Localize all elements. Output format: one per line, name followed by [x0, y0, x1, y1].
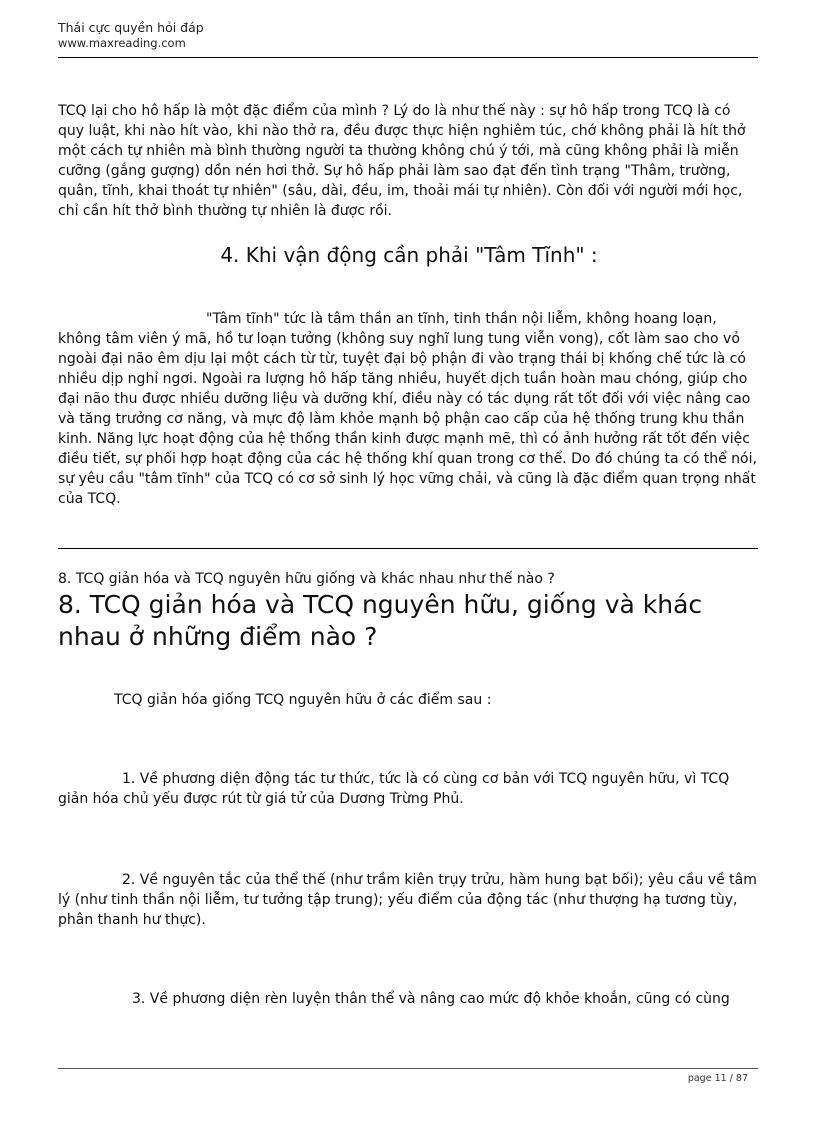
intro-paragraph: TCQ giản hóa giống TCQ nguyên hữu ở các điểm sau : — [114, 692, 492, 708]
header-divider — [58, 57, 758, 58]
tam-tinh-paragraph: "Tâm tĩnh" tức là tâm thần an tĩnh, tinh thần nội liễm, không hoang loạn, không tâm viên ý mã, hồ tư loạn tưởng (không suy nghĩ lung tung viễn vong), cốt làm sao cho vỏ ngoài đại não êm dịu lại một cách từ từ, tuyệt đại bộ phận đi vào trạng thái bị khống chế tức là có nhiều dịp nghỉ ngơi. Ngoài ra lượng hô hấp tăng nhiều, huyết dịch tuần hoàn mau chóng, giúp cho đại não thu được nhiều dưỡng liệu và dưỡng khí, điều này có tác dụng rất tốt đối với việc nâng cao và tăng trưởng cơ năng, và mực độ làm khỏe mạnh bộ phận cao cấp của hệ thống trung khu thần kinh. Năng lực hoạt động của hệ thống thần kinh được mạnh mẽ, thì có ảnh hưởng rất tốt đến việc điều tiết, sự phối hợp hoạt động của các hệ thống khí quan trong cơ thể. Do đó chúng ta có thể nói, sự yêu cầu "tâm tĩnh" của TCQ có cơ sở sinh lý học vững chải, và cũng là đặc điểm quan trọng nhất của TCQ. — [58, 311, 757, 507]
page-number: page 11 / 87 — [687, 1073, 748, 1084]
section-8-title: 8. TCQ giản hóa và TCQ nguyên hữu, giống và khác nhau ở những điểm nào ? — [58, 590, 703, 651]
document-title: Thái cực quyền hỏi đáp — [58, 20, 204, 35]
question-text: 8. TCQ giản hóa và TCQ nguyên hữu giống và khác nhau như thế nào ? — [58, 571, 555, 587]
section-divider — [58, 548, 758, 549]
page-header — [58, 20, 758, 51]
source-url[interactable]: www.maxreading.com — [58, 36, 186, 50]
footer-divider — [58, 1068, 758, 1069]
point-2-paragraph: 2. Về nguyên tắc của thể thế (như trầm kiên trụy trửu, hàm hung bạt bối); yêu cầu về tâm lý (như tinh thần nội liễm, tư tưởng tập trung); yếu điểm của động tác (như thượng hạ tương tùy, phân thanh hư thực). — [58, 872, 757, 928]
point-3-paragraph: 3. Về phương diện rèn luyện thân thể và nâng cao mức độ khỏe khoắn, cũng có cùng — [132, 991, 730, 1007]
breathing-paragraph: TCQ lại cho hô hấp là một đặc điểm của mình ? Lý do là như thế này : sự hô hấp trong TCQ là có quy luật, khi nào hít vào, khi nào thở ra, đều được thực hiện nghiêm túc, chớ không phải là hít thở một cách tự nhiên mà bình thường người ta thường không chú ý tới, mà cũng không phải là miễn cưỡng (gắng gượng) dồn nén hơi thở. Sự hô hấp phải làm sao đạt đến tình trạng "Thâm, trường, quân, tĩnh, khai thoát tự nhiên" (sâu, dài, đều, im, thoải mái tự nhiên). Còn đối với người mới học, chỉ cần hít thở bình thường tự nhiên là được rồi. — [58, 103, 746, 219]
section-heading-tam-tinh: 4. Khi vận động cần phải "Tâm Tĩnh" : — [220, 243, 598, 267]
point-1-paragraph: 1. Về phương diện động tác tư thức, tức là có cùng cơ bản với TCQ nguyên hữu, vì TCQ giản hóa chủ yếu được rút từ giá tử của Dương Trừng Phủ. — [58, 771, 730, 807]
